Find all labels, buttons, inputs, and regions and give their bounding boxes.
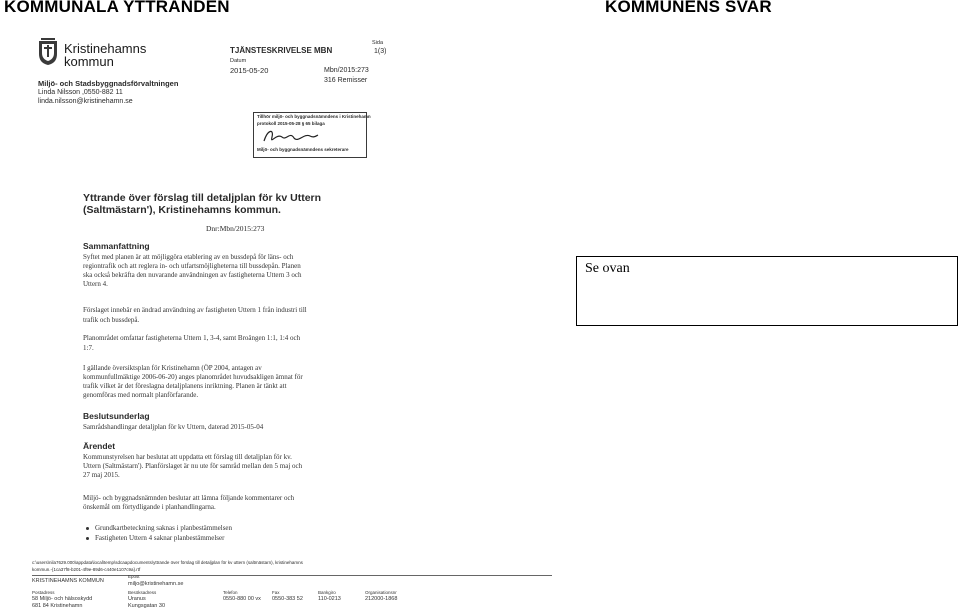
- document-type: TJÄNSTESKRIVELSE MBN: [230, 46, 333, 55]
- reply-text: Se ovan: [585, 261, 630, 276]
- column-header-left: KOMMUNALA YTTRANDEN: [4, 0, 230, 16]
- diary-number: Mbn/2015:273: [324, 67, 369, 74]
- paragraph-line: Kommunstyrelsen har beslutat att uppdatta ett förslag till detaljplan för kv.: [83, 453, 292, 461]
- reply-box: [576, 256, 958, 326]
- footer-label: Bankgiro: [318, 590, 336, 595]
- document-title: Yttrande över förslag till detaljplan för kv Uttern: [83, 192, 322, 204]
- footer-divider: [32, 575, 552, 576]
- list-item: [95, 534, 224, 542]
- list-item-text: Grundkartbeteckning saknas i planbestämmelsen: [95, 524, 233, 532]
- paragraph-line: Syftet med planen är att möjliggöra etablering av en bussdepå för läns- och: [83, 253, 294, 261]
- date-value: 2015-05-20: [230, 66, 269, 75]
- coat-of-arms-logo: [38, 38, 58, 66]
- footer-value: miljo@kristinehamn.se: [128, 581, 184, 587]
- footer-label: Epost: [128, 574, 140, 579]
- org-name: Kristinehamns kommun: [64, 41, 147, 69]
- footer-value: 212000-1868: [365, 596, 398, 602]
- paragraph-line: I gällande översiktsplan för Kristinehamn (ÖP 2004, antagen av: [83, 364, 262, 372]
- paragraph-line: Samrådshandlingar detaljplan för kv Uttern, daterad 2015-05-04: [83, 423, 264, 431]
- paragraph-line: Uttern 4.: [83, 280, 108, 288]
- department: Miljö- och Stadsbyggnadsförvaltningen: [38, 79, 179, 88]
- footer-value: 0550-880 00 vx: [223, 596, 261, 602]
- document-title: (Saltmästarn'), Kristinehamns kommun.: [83, 204, 281, 216]
- footer-value: 58 Miljö- och hälsoskydd: [32, 596, 93, 602]
- paragraph-line: kommunfullmäktige 2006-06-20) anges planområdet huvudsakligen ämnat för: [83, 373, 303, 381]
- remiss-label: 316 Remisser: [324, 77, 368, 84]
- paragraph-line: 1:7.: [83, 344, 94, 352]
- list-item: [95, 524, 232, 532]
- footer-value: 681 84 Kristinehamn: [32, 603, 83, 609]
- footer-label: Organisationsnr: [365, 590, 397, 595]
- footer-value: 110-0213: [318, 596, 341, 602]
- date-label: Datum: [230, 58, 247, 64]
- footer-value: Kungsgatan 30: [128, 603, 166, 609]
- stamp-line: Miljö- och byggnadsnämndens sekreterare: [257, 147, 349, 152]
- section-heading: Ärendet: [83, 441, 116, 451]
- paragraph-line: 27 maj 2015.: [83, 471, 120, 479]
- stamp-line: protokoll 2015-05-28 § 65 bilaga: [257, 121, 325, 126]
- stamp-line: Tillhör miljö- och byggnadsnämndens i Kristinehamn: [257, 114, 371, 119]
- section-heading: Sammanfattning: [83, 241, 150, 251]
- footer-label: Telefon: [223, 590, 238, 595]
- paragraph-line: Uttern (Saltmästarn'). Planförslaget är nu ute för samråd mellan den 5 maj och: [83, 462, 303, 470]
- file-path: c:\users\nila7629.000\appdata\local\temp\sdcaapdocuments\yttrande över förslag till detaljplan för kv uttern (saltmästarn), kristinehamns: [32, 560, 303, 565]
- signature-icon: [260, 127, 320, 147]
- column-header-right: KOMMUNENS SVAR: [605, 0, 772, 16]
- section-heading: Beslutsunderlag: [83, 411, 150, 421]
- paragraph-line: Planområdet omfattar fastigheterna Uttern 1, 3-4, samt Broängen 1:1, 1:4 och: [83, 334, 301, 342]
- footer-value: 0550-383 52: [272, 596, 303, 602]
- page-label: Sida: [372, 40, 384, 46]
- diary-reference: Dnr:Mbn/2015:273: [206, 224, 265, 233]
- bullet-icon: [86, 537, 89, 540]
- contact-email: linda.nilsson@kristinehamn.se: [38, 98, 133, 105]
- footer-label: Fax: [272, 590, 280, 595]
- list-item-text: Fastigheten Uttern 4 saknar planbestämmelser: [95, 534, 225, 542]
- paragraph-line: Miljö- och byggnadsnämnden beslutar att lämna följande kommentarer och: [83, 494, 295, 502]
- paragraph-line: trafik och bussdepå.: [83, 316, 140, 324]
- paragraph-line: önskemål om förtydligande i planhandlingarna.: [83, 503, 216, 511]
- paragraph-line: ska också bekräfta den nuvarande användningen av fastigheterna Uttern 3 och: [83, 271, 302, 279]
- footer-label: Besöksadress: [128, 590, 157, 595]
- paragraph-line: genomföras med normalt planförfarande.: [83, 391, 199, 399]
- bullet-icon: [86, 527, 89, 530]
- scanned-document: [0, 22, 575, 612]
- paragraph-line: trafik vilket är det föreslagna detaljplanens inriktning. Planen är tänkt att: [83, 382, 287, 390]
- paragraph-line: Förslaget innebär en ändrad användning av fastigheten Uttern 1 från industri till: [83, 306, 307, 314]
- protocol-stamp: [253, 112, 371, 158]
- footer-value: Uranus: [128, 596, 146, 602]
- file-path: kommun.-{1ca37f8-b201-4f9e-89d6-c440e1107c9a}.rtf: [32, 567, 141, 572]
- page-number: 1(3): [374, 48, 387, 55]
- footer-kommun: KRISTINEHAMNS KOMMUN: [32, 578, 104, 584]
- footer-label: Postadress: [32, 590, 55, 595]
- paragraph-line: regiontrafik och att reglera in- och utfartsmöjligheterna till bussdepån. Planen: [83, 262, 301, 270]
- contact-person: Linda Nilsson ,0550-882 11: [38, 89, 123, 96]
